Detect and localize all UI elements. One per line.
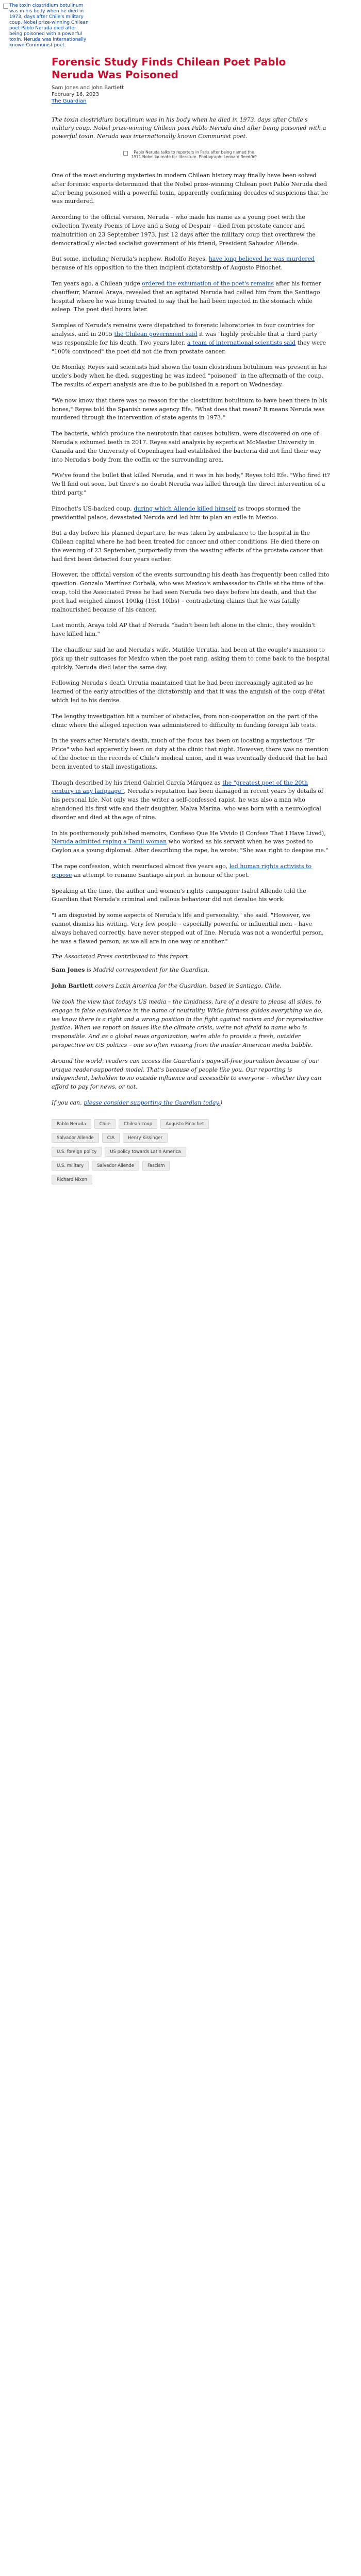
tag[interactable]: US policy towards Latin America	[105, 1147, 186, 1157]
authors: Sam Jones and John Bartlett	[52, 85, 124, 91]
author-bio: John Bartlett covers Latin America for the Guardian, based in Santiago, Chile.	[52, 982, 282, 990]
tag[interactable]: Chilean coup	[119, 1119, 157, 1129]
tag[interactable]: U.S. foreign policy	[52, 1147, 102, 1157]
inline-link[interactable]: the Chilean government said	[114, 330, 198, 337]
paragraph: Samples of Neruda's remains were dispatched to forensic laboratories in four countries for analysis, and in 2015 the Chilean government said it was "highly probable that a third party" was responsible for his death. Two years later, a team of international scientists said they were "100% convinced" the poet did not die from prostate cancer.	[52, 322, 326, 355]
photo-caption: Pablo Neruda talks to reporters in Paris after being named the 1971 Nobel laureate for literature. Photograph: Leonard Reed/AP	[131, 150, 257, 159]
paragraph: Following Neruda's death Urrutia maintained that he had been increasingly agitated as he learned of the early atrocities of the dictatorship and that it was the anguish of the coup d'état which led to his demise.	[52, 680, 325, 704]
paragraph: Last month, Araya told AP that if Neruda "hadn't been left alone in the clinic, they wouldn't have killed him."	[52, 622, 316, 638]
source-link[interactable]: The Guardian	[52, 98, 87, 104]
tag[interactable]: Augusto Pinochet	[160, 1119, 209, 1129]
paragraph: "We've found the bullet that killed Neruda, and it was in his body," Reyes told Efe. "Who fired it? We'll find out soon, but there's no doubt Neruda was killed through the direct intervention of a third party."	[52, 472, 330, 496]
support-text: We took the view that today's US media – the timidness, lure of a desire to please all sides, to engage in false equivalence in the name of neutrality. While fairness guides everything we do, we know there is a right and a wrong position in the fight against racism and for reproductive justice. When we report on issues like the climate crisis, we're not afraid to name who is responsible. And as a global news organization, we're able to provide a fresh, outsider perspective on US politics – one so often missing from the insular American media bubble.	[52, 998, 323, 1048]
inline-link[interactable]: Neruda admitted raping a Tamil woman	[52, 838, 167, 845]
photo	[52, 150, 330, 159]
broken-image-icon	[3, 4, 8, 9]
broken-image-icon	[123, 151, 128, 156]
tag[interactable]: Henry Kissinger	[123, 1133, 168, 1143]
inline-link[interactable]: led human rights activists to oppose	[52, 863, 312, 878]
inline-link[interactable]: a team of international scientists said	[187, 339, 296, 346]
paragraph: In the years after Neruda's death, much of the focus has been on locating a mysterious "Dr Price" who had apparently been on duty at the clinic that night. However, there was no mention of the doctor in the records of Chile's medical union, and it was eventually deduced that he had been invented to stall investigations.	[52, 737, 329, 770]
paragraph: On Monday, Reyes said scientists had shown the toxin clostridium botulinum was present in his uncle's body when he died, suggesting he was indeed "poisoned" in the aftermath of the coup. The results of expert analysis are due to be published in a report on Wednesday.	[52, 364, 327, 388]
header-image-alt: The toxin clostridium botulinum was in his body when he died in 1973, days after Chile's military coup. Nobel prize-winning Chilean poet Pablo Neruda died after being poisoned with a powerful toxin. Neruda was internationally known Communist poet.	[9, 3, 89, 48]
standfirst: The toxin clostridium botulinum was in his body when he died in 1973, days after Chile's military coup. Nobel prize-winning Chilean poet Pablo Neruda died after being poisoned with a powerful toxin. Neruda was internationally known Communist poet.	[52, 116, 326, 140]
inline-link[interactable]: have long believed he was murdered	[208, 256, 315, 263]
tag[interactable]: Salvador Allende	[92, 1161, 139, 1171]
paragraph: "I am disgusted by some aspects of Neruda's life and personality," she said. "However, we cannot dismiss his writing. Very few people – especially powerful or influential men – have always behaved correctly, have never stepped out of line. Neruda was not a wonderful person, he was a flawed person, as we all are in one way or another."	[52, 912, 324, 945]
paragraph: But a day before his planned departure, he was taken by ambulance to the hospital in the Chilean capital where he had been treated for cancer and other conditions. He died there on the evening of 23 September, purportedly from the wasting effects of the prostate cancer that had first been detected four years earlier.	[52, 530, 323, 563]
paragraph: The lengthy investigation hit a number of obstacles, from non-cooperation on the part of the clinic where the alleged injection was administered to difficulty in funding foreign lab tests.	[52, 713, 318, 728]
tag[interactable]: U.S. military	[52, 1161, 89, 1171]
paragraph: Speaking at the time, the author and women's rights campaigner Isabel Allende told the Guardian that Neruda's criminal and callous behaviour did not devalue his work.	[52, 887, 306, 903]
inline-link[interactable]: during which Allende killed himself	[134, 505, 236, 512]
paragraph: According to the official version, Neruda – who made his name as a young poet with the collection Twenty Poems of Love and a Song of Despair – died from prostate cancer and malnutrition on 23 September 1973, just 12 days after the military coup that overthrew the democratically elected socialist government of his friend, President Salvador Allende.	[52, 214, 316, 247]
support-link[interactable]: please consider supporting the Guardian today.	[84, 1099, 220, 1106]
tag[interactable]: Fascism	[142, 1161, 170, 1171]
inline-link[interactable]: ordered the exhumation of the poet's remains	[142, 280, 274, 287]
article	[52, 56, 330, 1189]
tag[interactable]: Richard Nixon	[52, 1175, 92, 1184]
paragraph: Though described by his friend Gabriel García Márquez as the "greatest poet of the 20th century in any language", Neruda's reputation has been damaged in recent years by details of his personal life. Not only was the writer a self-confessed rapist, he was also a man who abandoned his first wife and their daughter, Malva Marina, who was born with a neurological disorder and died at the age of nine.	[52, 779, 323, 821]
support-text: Around the world, readers can access the Guardian's paywall-free journalism because of our unique reader-supported model. That's because of people like you. Our reporting is independent, beholden to no outside influence and accessible to everyone – whether they can afford to pay for news, or not.	[52, 1057, 321, 1091]
article-title: Forensic Study Finds Chilean Poet Pablo Neruda Was Poisoned	[52, 56, 286, 81]
article-body	[52, 172, 330, 1108]
date: February 16, 2023	[52, 92, 100, 97]
inline-link[interactable]: the "greatest poet of the 20th century in any language"	[52, 779, 308, 795]
tag[interactable]: CIA	[102, 1133, 120, 1143]
paragraph: In his posthumously published memoirs, Confieso Que He Vivido (I Confess That I Have Lived), Neruda admitted raping a Tamil woman who worked as his servant when he was posted to Ceylon as a young diplomat. After describing the rape, he wrote: "She was right to despise me."	[52, 829, 329, 854]
contribution-note: The Associated Press contributed to this report	[52, 953, 188, 960]
tag-list	[52, 1119, 217, 1189]
paragraph: One of the most enduring mysteries in modern Chilean history may finally have been solved after forensic experts determined that the Nobel prize-winning Chilean poet Pablo Neruda died after being poisoned with a powerful toxin, apparently confirming decades of suspicions that he was murdered.	[52, 172, 329, 205]
paragraph: Pinochet's US-backed coup, during which Allende killed himself as troops stormed the presidential palace, devastated Neruda and led him to plan an exile in Mexico.	[52, 505, 301, 521]
support-text: If you can, please consider supporting the Guardian today.)	[52, 1099, 223, 1106]
header-image	[3, 3, 90, 48]
tag[interactable]: Salvador Allende	[52, 1133, 99, 1143]
paragraph: The bacteria, which produce the neurotoxin that causes botulism, were discovered on one of Neruda's exhumed teeth in 2017. Reyes said analysis by experts at McMaster University in Canada and the University of Copenhagen had established the bacteria did not find their way into Neruda's body from the coffin or the surrounding area.	[52, 430, 321, 463]
tag[interactable]: Chile	[94, 1119, 116, 1129]
paragraph: However, the official version of the events surrounding his death has frequently been called into question. Gonzalo Martínez Corbalá, who was Mexico's ambassador to Chile at the time of the coup, told the Associated Press he had seen Neruda two days before his death, and that the poet had weighed almost 100kg (15st 10lbs) – contradicting claims that he was fatally malnourished because of his cancer.	[52, 571, 330, 613]
paragraph: But some, including Neruda's nephew, Rodolfo Reyes, have long believed he was murdered because of his opposition to the then incipient dictatorship of Augusto Pinochet.	[52, 256, 315, 272]
paragraph: Ten years ago, a Chilean judge ordered the exhumation of the poet's remains after his former chauffeur, Manuel Araya, revealed that an agitated Neruda had called him from the Santiago hospital where he was being treated to say that he had been injected in the stomach while asleep. The poet died hours later.	[52, 280, 321, 313]
byline	[52, 84, 330, 105]
paragraph: The chauffeur said he and Neruda's wife, Matilde Urrutia, had been at the couple's mansion to pick up their suitcases for Mexico when the poet rang, asking them to come back to the hospital quickly. Neruda died later the same day.	[52, 647, 330, 671]
paragraph: "We now know that there was no reason for the clostridium botulinum to have been there in his bones," Reyes told the Spanish news agency Efe. "What does that mean? It means Neruda was murdered through the intervention of state agents in 1973."	[52, 397, 327, 421]
author-bio: Sam Jones is Madrid correspondent for the Guardian.	[52, 967, 209, 974]
paragraph: The rape confession, which resurfaced almost five years ago, led human rights activists to oppose an attempt to rename Santiago airport in honour of the poet.	[52, 863, 312, 878]
tag[interactable]: Pablo Neruda	[52, 1119, 91, 1129]
